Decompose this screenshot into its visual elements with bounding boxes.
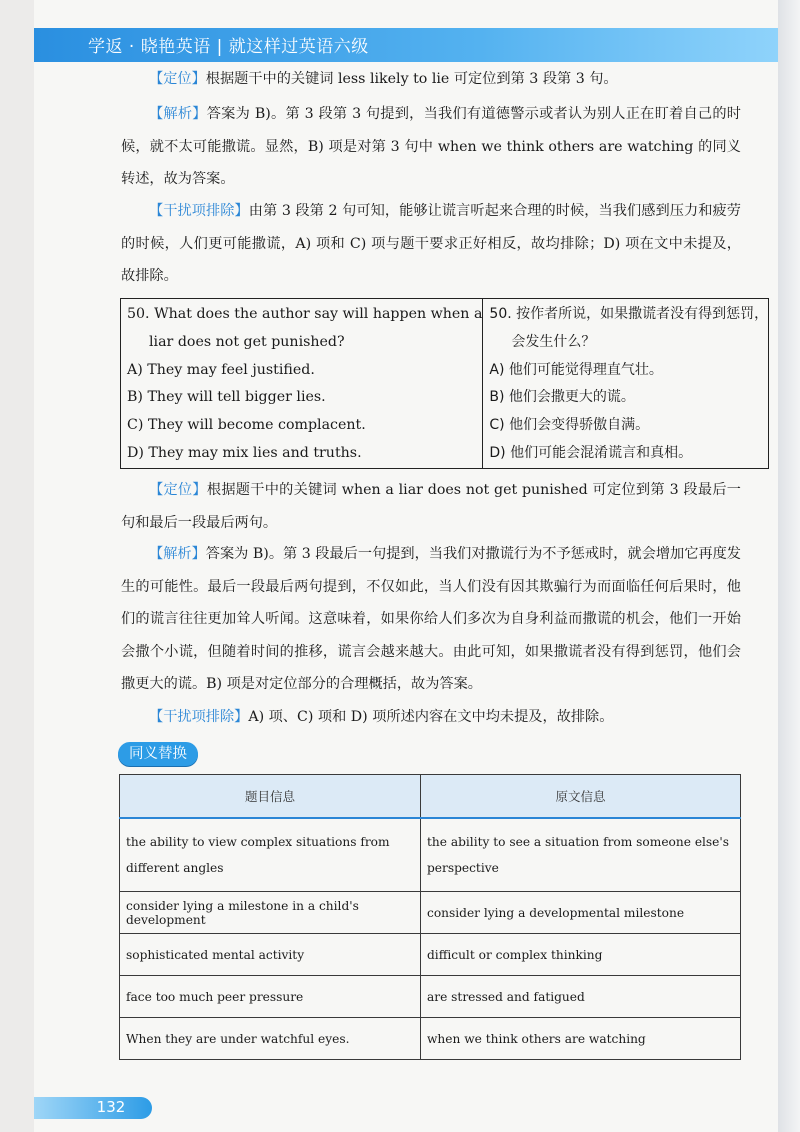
question-info-cell: consider lying a milestone in a child's development bbox=[120, 892, 421, 934]
q49-locate-paragraph bbox=[121, 63, 741, 96]
question-50-en-line-1: 50. What does the author say will happen when a bbox=[127, 306, 483, 322]
option-a-zh: A) 他们可能觉得理直气壮。 bbox=[489, 361, 663, 378]
question-info-cell: the ability to view complex situations from different angles bbox=[120, 818, 421, 892]
q50-analysis-text: 答案为 B)。第 3 段最后一句提到，当我们对撒谎行为不予惩戒时，就会增加它再度发生的可能性。最后一段最后两句提到，不仅如此，当人们没有因其欺骗行为而面临任何后果时，他们的谎言往往更加耸人听闻。这意味着，如果你给人们多次为自身利益而撒谎的机会，他们一开始会撒个小谎，但随着时间的推移，谎言会越来越大。由此可知，如果撒谎者没有得到惩罚，他们会撒更大的谎。B) 项是对定位部分的合理概括，故为答案。 bbox=[121, 546, 741, 692]
question-50-zh-line-1: 50. 按作者所说，如果撒谎者没有得到惩罚， bbox=[489, 306, 769, 322]
question-50-en-line-2: liar does not get punished? bbox=[149, 333, 345, 350]
option-d-zh: D) 他们可能会混淆谎言和真相。 bbox=[489, 444, 693, 461]
synonym-table bbox=[119, 774, 741, 1060]
q50-distractor-paragraph bbox=[121, 701, 741, 734]
table-row bbox=[120, 976, 741, 1018]
q49-analysis-paragraph bbox=[121, 98, 741, 196]
table-row bbox=[120, 934, 741, 976]
synonym-badge: 同义替换 bbox=[118, 742, 198, 766]
q49-distractor-text: 由第 3 段第 2 句可知，能够让谎言听起来合理的时候，当我们感到压力和疲劳的时候，人们更可能撒谎，A) 项和 C) 项与题干要求正好相反，故均排除；D) 项在文中未提及，故排除。 bbox=[121, 203, 741, 284]
q50-locate-paragraph bbox=[121, 474, 741, 539]
source-info-cell: consider lying a developmental milestone bbox=[421, 892, 741, 934]
distractor-tag: 【干扰项排除】 bbox=[149, 203, 249, 219]
source-info-cell: the ability to see a situation from someone else's perspective bbox=[421, 818, 741, 892]
table-row bbox=[120, 892, 741, 934]
table-row bbox=[120, 1018, 741, 1060]
q49-distractor-paragraph bbox=[121, 195, 741, 293]
q49-locate-text: 根据题干中的关键词 less likely to lie 可定位到第 3 段第 3 句。 bbox=[205, 71, 618, 87]
synonym-table-header bbox=[120, 775, 741, 819]
source-info-cell: when we think others are watching bbox=[421, 1018, 741, 1060]
option-c-en: C) They will become complacent. bbox=[127, 417, 366, 434]
option-b-en: B) They will tell bigger lies. bbox=[127, 389, 326, 406]
source-info-cell: difficult or complex thinking bbox=[421, 934, 741, 976]
question-50-table bbox=[120, 298, 769, 469]
q50-locate-text: 根据题干中的关键词 when a liar does not get punished 可定位到第 3 段最后一句和最后一段最后两句。 bbox=[121, 482, 741, 531]
analysis-tag: 【解析】 bbox=[149, 106, 207, 122]
locate-tag: 【定位】 bbox=[149, 482, 207, 498]
distractor-tag: 【干扰项排除】 bbox=[149, 709, 249, 725]
header-question-info: 题目信息 bbox=[120, 775, 421, 819]
q49-analysis-text: 答案为 B)。第 3 段第 3 句提到，当我们有道德警示或者认为别人正在盯着自己的时候，就不太可能撒谎。显然，B) 项是对第 3 句中 when we think others are watching 的同义转述，故为答案。 bbox=[121, 106, 741, 187]
q50-analysis-paragraph bbox=[121, 538, 741, 701]
question-info-cell: When they are under watchful eyes. bbox=[120, 1018, 421, 1060]
source-info-cell: are stressed and fatigued bbox=[421, 976, 741, 1018]
header-title: 学返 · 晓艳英语 | 就这样过英语六级 bbox=[88, 37, 369, 57]
option-c-zh: C) 他们会变得骄傲自满。 bbox=[489, 417, 650, 434]
question-50-english bbox=[121, 299, 483, 469]
page-edge bbox=[778, 0, 800, 1132]
header-source-info: 原文信息 bbox=[421, 775, 741, 819]
option-a-en: A) They may feel justified. bbox=[127, 361, 315, 378]
q50-distractor-text: A) 项、C) 项和 D) 项所述内容在文中均未提及，故排除。 bbox=[248, 709, 614, 725]
analysis-tag: 【解析】 bbox=[149, 546, 206, 562]
question-info-cell: face too much peer pressure bbox=[120, 976, 421, 1018]
question-50-chinese bbox=[483, 299, 769, 469]
option-b-zh: B) 他们会撒更大的谎。 bbox=[489, 389, 635, 406]
table-row bbox=[120, 818, 741, 892]
option-d-en: D) They may mix lies and truths. bbox=[127, 444, 362, 461]
page-number: 132 bbox=[96, 1098, 126, 1116]
question-50-zh-line-2: 会发生什么？ bbox=[511, 333, 596, 350]
question-info-cell: sophisticated mental activity bbox=[120, 934, 421, 976]
locate-tag: 【定位】 bbox=[149, 71, 206, 87]
